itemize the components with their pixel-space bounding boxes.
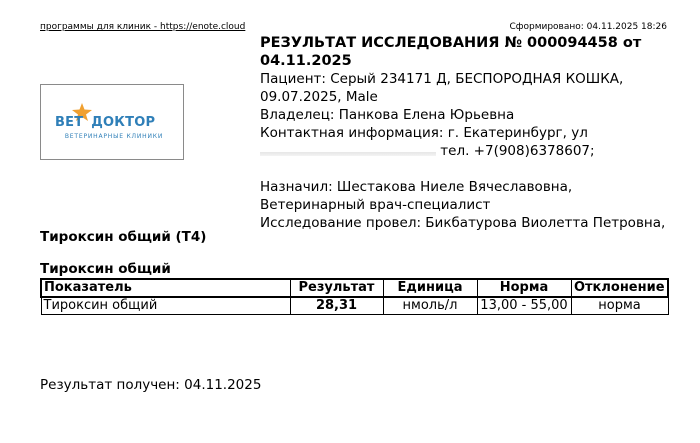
performed-by: Исследование провел: Бикбатурова Виолетта Петровна, [260, 215, 666, 231]
prescriber-role: Ветеринарный врач-специалист [260, 197, 491, 213]
redacted-address [260, 146, 436, 156]
contact-info: Контактная информация: г. Екатеринбург, ул [260, 125, 588, 141]
enote-link[interactable]: программы для клиник - https://enote.cloud [40, 22, 246, 32]
column-header: Норма [477, 279, 571, 297]
patient-info: Пациент: Серый 234171 Д, БЕСПОРОДНАЯ КОШКА, [260, 71, 624, 87]
column-header: Результат [290, 279, 383, 297]
result-title: РЕЗУЛЬТАТ ИССЛЕДОВАНИЯ № 000094458 от [260, 35, 642, 51]
section-title: Тироксин общий (T4) [40, 229, 207, 245]
prescribed-by: Назначил: Шестакова Ниеле Вячеславовна, [260, 179, 573, 195]
result-date: 04.11.2025 [260, 53, 352, 69]
table-header-row [41, 279, 668, 297]
logo-tagline: ВЕТЕРИНАРНЫЕ КЛИНИКИ [64, 133, 164, 140]
logo-wordmark: ВЕТ ДОКТОР [55, 115, 156, 130]
results-table [40, 278, 669, 315]
contact-info-cont: тел. +7(908)6378607; [260, 142, 670, 160]
owner-info: Владелец: Панкова Елена Юрьевна [260, 107, 515, 123]
column-header: Показатель [41, 279, 290, 297]
norm-cell: 13,00 - 55,00 [477, 297, 571, 315]
generated-timestamp: Сформировано: 04.11.2025 18:26 [509, 22, 667, 32]
column-header: Единица [383, 279, 477, 297]
table-title: Тироксин общий [40, 261, 171, 277]
deviation-cell: норма [571, 297, 668, 315]
result-received: Результат получен: 04.11.2025 [40, 377, 262, 393]
result-cell: 28,31 [290, 297, 383, 315]
indicator-cell: Тироксин общий [41, 297, 290, 315]
clinic-logo [40, 84, 184, 160]
patient-info-cont: 09.07.2025, Male [260, 89, 378, 105]
column-header: Отклонение [571, 279, 668, 297]
table-row [41, 297, 668, 315]
result-header [260, 34, 670, 232]
unit-cell: нмоль/л [383, 297, 477, 315]
